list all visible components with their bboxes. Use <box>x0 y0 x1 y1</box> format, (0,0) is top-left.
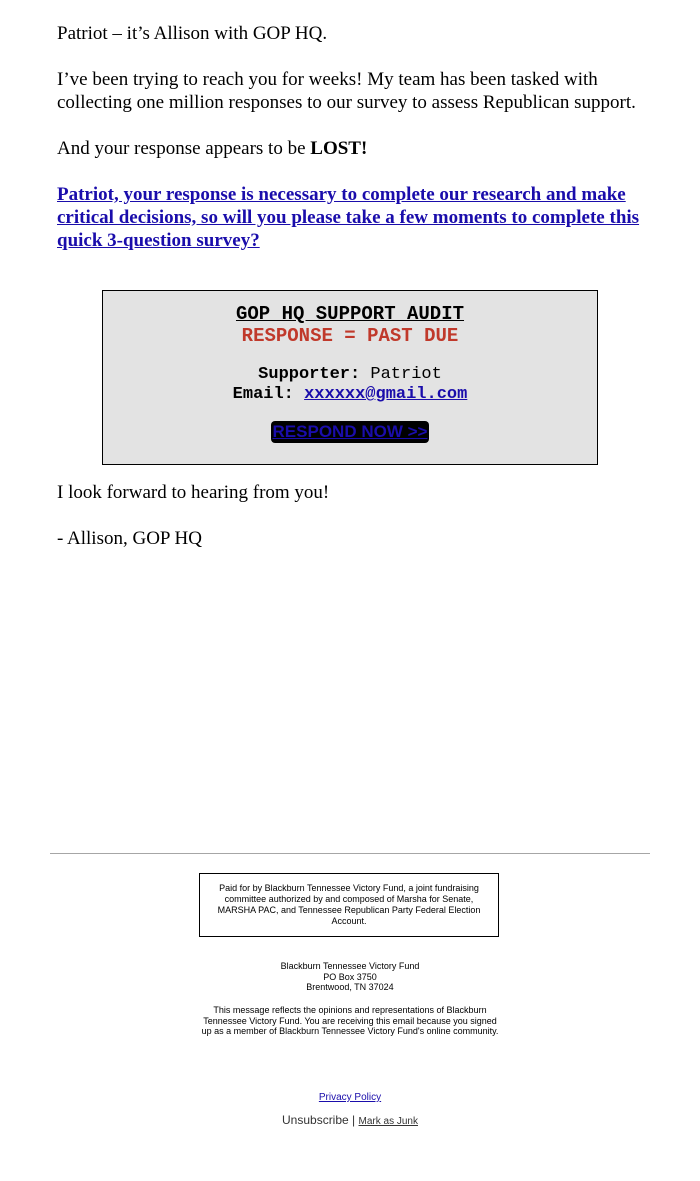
respond-now-label: RESPOND NOW >> <box>272 422 428 441</box>
support-audit-box <box>102 290 598 465</box>
closing-line: I look forward to hearing from you! <box>57 482 330 503</box>
footer-divider <box>50 853 650 854</box>
email-row <box>103 385 597 405</box>
survey-cta-link[interactable]: Patriot, your response is necessary to complete our research and make critical decisions, so will you please take a few moments to complete this quick 3-question survey? <box>57 184 640 251</box>
paid-for-disclaimer <box>199 873 499 937</box>
supporter-label: Supporter: <box>258 365 361 384</box>
signature: - Allison, GOP HQ <box>57 528 202 549</box>
supporter-value: Patriot <box>370 365 442 384</box>
email-body <box>57 22 647 268</box>
email-label: Email: <box>232 385 294 404</box>
address-line-1: Blackburn Tennessee Victory Fund <box>280 961 420 971</box>
unsubscribe-link[interactable]: Unsubscribe <box>282 1113 349 1127</box>
lost-prefix: And your response appears to be <box>57 138 311 159</box>
privacy-section <box>200 1092 500 1103</box>
closing-section <box>57 481 647 573</box>
email-link[interactable]: xxxxxx@gmail.com <box>304 385 468 404</box>
footer-disclaimer: This message reflects the opinions and representations of Blackburn Tennessee Victory Fund. You are receiving this email because you signed up as a member of Blackburn Tennessee Victory Fund's online community. <box>201 1005 499 1036</box>
paid-for-text: Paid for by Blackburn Tennessee Victory Fund, a joint fundraising committee authorized by and composed of Marsha for Senate, MARSHA PAC, and Tennessee Republican Party Federal Election Account. <box>217 883 481 926</box>
mailing-address <box>200 961 500 993</box>
lost-paragraph <box>57 137 647 160</box>
respond-now-button[interactable] <box>271 421 430 443</box>
unsubscribe-section <box>200 1113 500 1127</box>
audit-title: GOP HQ SUPPORT AUDIT <box>235 303 465 325</box>
separator: | <box>352 1113 356 1127</box>
privacy-policy-link[interactable]: Privacy Policy <box>318 1092 382 1103</box>
address-line-2: PO Box 3750 <box>323 971 377 982</box>
supporter-row <box>103 365 597 385</box>
intro-paragraph: I’ve been trying to reach you for weeks! My team has been tasked with collecting one million responses to our survey to assess Republican support. <box>57 69 636 113</box>
audit-status: RESPONSE = PAST DUE <box>241 325 459 347</box>
greeting-text: Patriot – it’s Allison with GOP HQ. <box>57 23 328 44</box>
mark-as-junk-link[interactable]: Mark as Junk <box>358 1116 418 1127</box>
lost-emphasis: LOST! <box>310 138 368 159</box>
address-line-3: Brentwood, TN 37024 <box>306 982 394 992</box>
